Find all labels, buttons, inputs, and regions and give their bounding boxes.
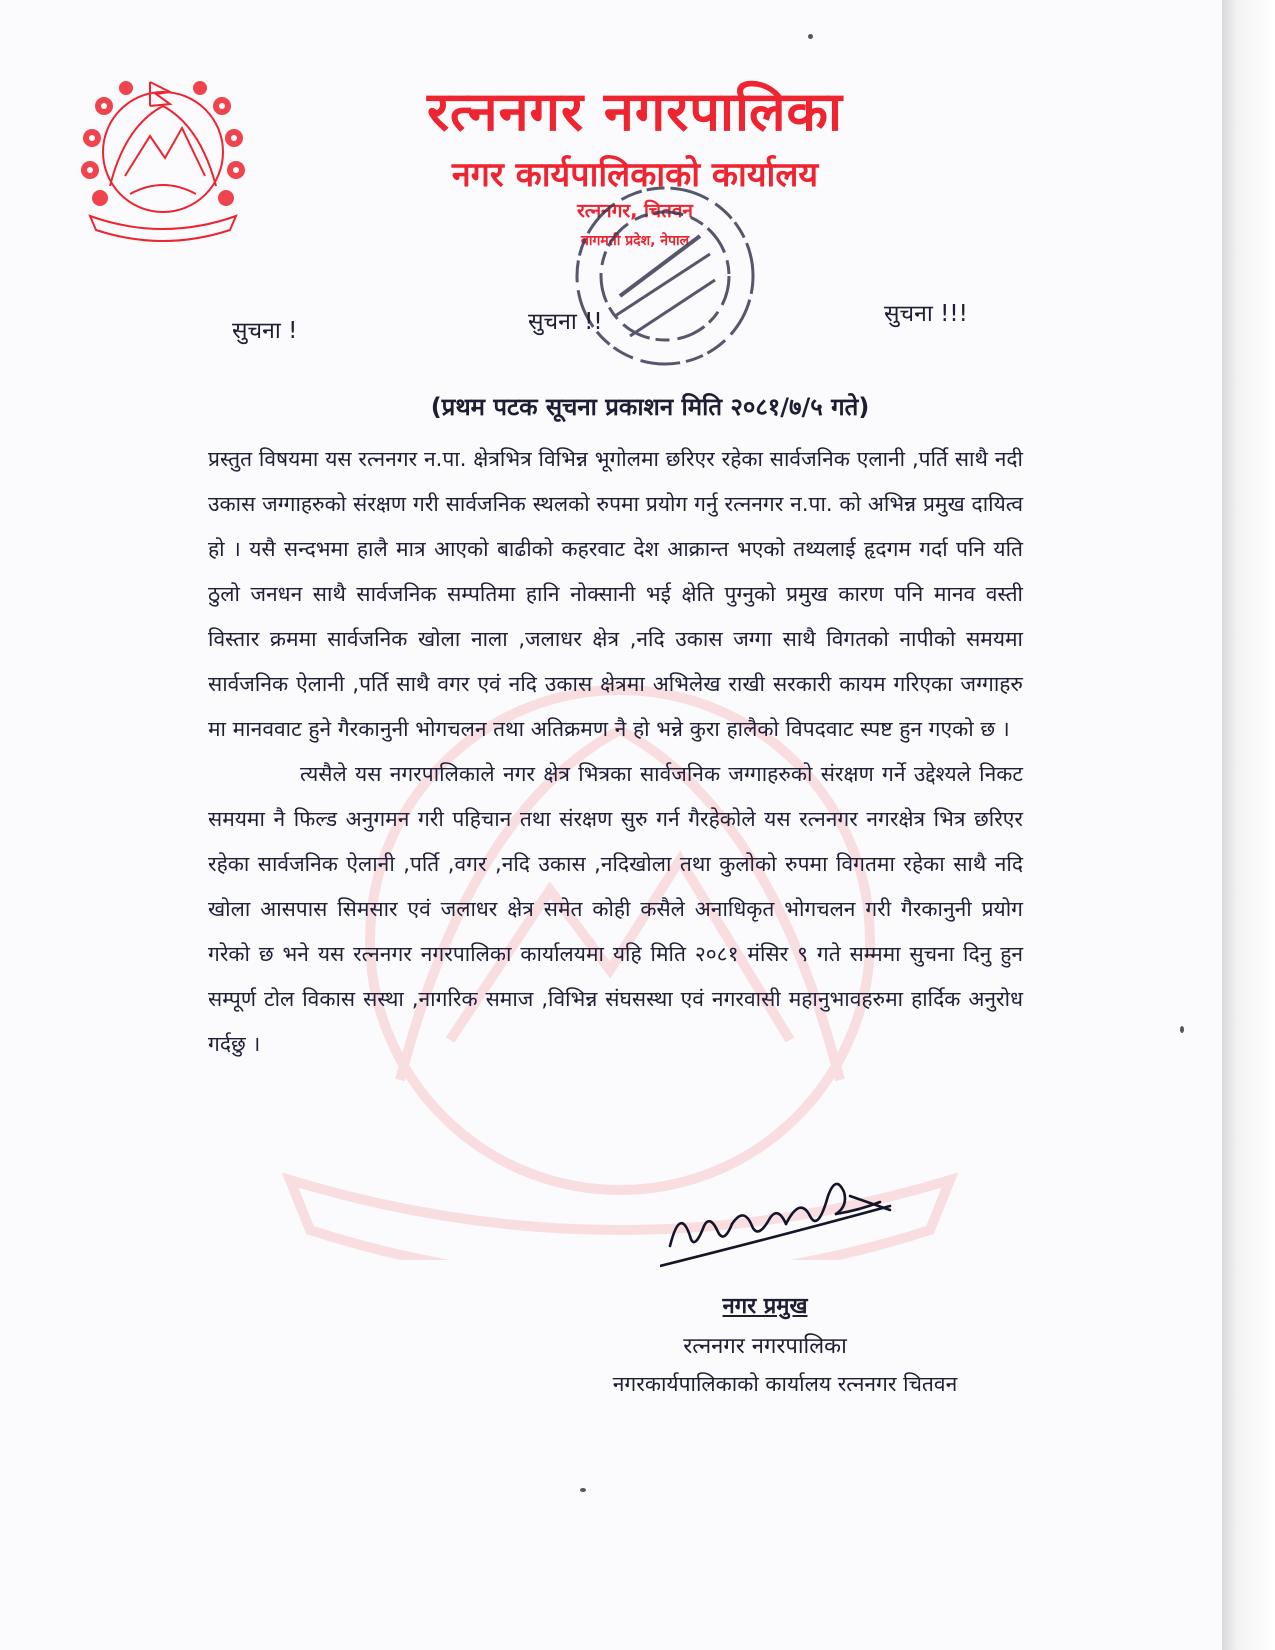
signatory-role: नगर प्रमुख [722,1294,808,1319]
notice-label-2: सुचना !! [528,309,603,335]
scan-speck [1180,1026,1184,1033]
office-province: बागमती प्रदेश, नेपाल [580,233,690,249]
office-rubber-stamp [560,176,770,376]
scan-speck [808,34,813,39]
office-location: रत्ननगर, चितवन [577,200,693,222]
signatory-office: नगरकार्यपालिकाको कार्यालय रत्ननगर चितवन [612,1372,958,1396]
body-paragraph-1: प्रस्तुत विषयमा यस रत्ननगर न.पा. क्षेत्रभित्र विभिन्न भूगोलमा छरिएर रहेका सार्वजनिक एलानी ,पर्ति साथै नदी उकास जग्गाहरुको संरक्षण गरी सार्वजनिक स्थलको रुपमा प्रयोग गर्नु रत्ननगर न.पा. को अभिन्न प्रमुख दायित्व हो । यसै सन्दभमा हालै मात्र आएको बाढीको कहरवाट देश आक्रान्त भएको तथ्यलाई हृदगम गर्दा पनि यति ठुलो जनधन साथै सार्वजनिक सम्पतिमा हानि नोक्सानी भई क्षेति पुग्नुको प्रमुख कारण पनि मानव वस्ती विस्तार क्रममा सार्वजनिक खोला नाला ,जलाधर क्षेत्र ,नदि उकास जग्गा साथै विगतको नापीको समयमा सार्वजनिक ऐलानी ,पर्ति साथै वगर एवं नदि उकास क्षेत्रमा अभिलेख राखी सरकारी कायम गरिएका जग्गाहरु मा मानववाट हुने गैरकानुनी भोगचलन तथा अतिक्रमण नै हो भन्ने कुरा हालैको विपदवाट स्पष्ट हुन गएको छ । [208,447,1023,741]
notice-label-1: सुचना ! [232,318,298,344]
municipality-title: रत्ननगर नगरपालिका [426,80,844,143]
office-subtitle: नगर कार्यपालिकाको कार्यालय [451,155,819,195]
notice-body [208,437,1023,1067]
nepal-emblem-logo [70,66,256,242]
notice-label-3: सुचना !!! [884,301,968,327]
publication-date-line: (प्रथम पटक सूचना प्रकाशन मिति २०८१/७/५ गते) [430,393,870,421]
scan-speck [580,1488,586,1492]
handwritten-signature [660,1166,930,1286]
page-edge-shadow [1222,0,1275,1650]
signatory-organization: रत्ननगर नगरपालिका [683,1334,847,1359]
body-paragraph-2: त्यसैले यस नगरपालिकाले नगर क्षेत्र भित्रका सार्वजनिक जग्गाहरुको संरक्षण गर्ने उद्देश्यले निकट समयमा नै फिल्ड अनुगमन गरी पहिचान तथा संरक्षण सुरु गर्न गैरहेकोले यस रत्ननगर नगरक्षेत्र भित्र छरिएर रहेका सार्वजनिक ऐलानी ,पर्ति ,वगर ,नदि उकास ,नदिखोला तथा कुलोको रुपमा विगतमा रहेका साथै नदि खोला आसपास सिमसार एवं जलाधर क्षेत्र समेत कोही कसैले अनाधिकृत भोगचलन गरी गैरकानुनी प्रयोग गरेको छ भने यस रत्ननगर नगरपालिका कार्यालयमा यहि मिति २०८१ मंसिर ९ गते सम्ममा सुचना दिनु हुन सम्पूर्ण टोल विकास सस्था ,नागरिक समाज ,विभिन्न संघसस्था एवं नगरवासी महानुभावहरुमा हार्दिक अनुरोध गर्दछु । [208,762,1023,1056]
